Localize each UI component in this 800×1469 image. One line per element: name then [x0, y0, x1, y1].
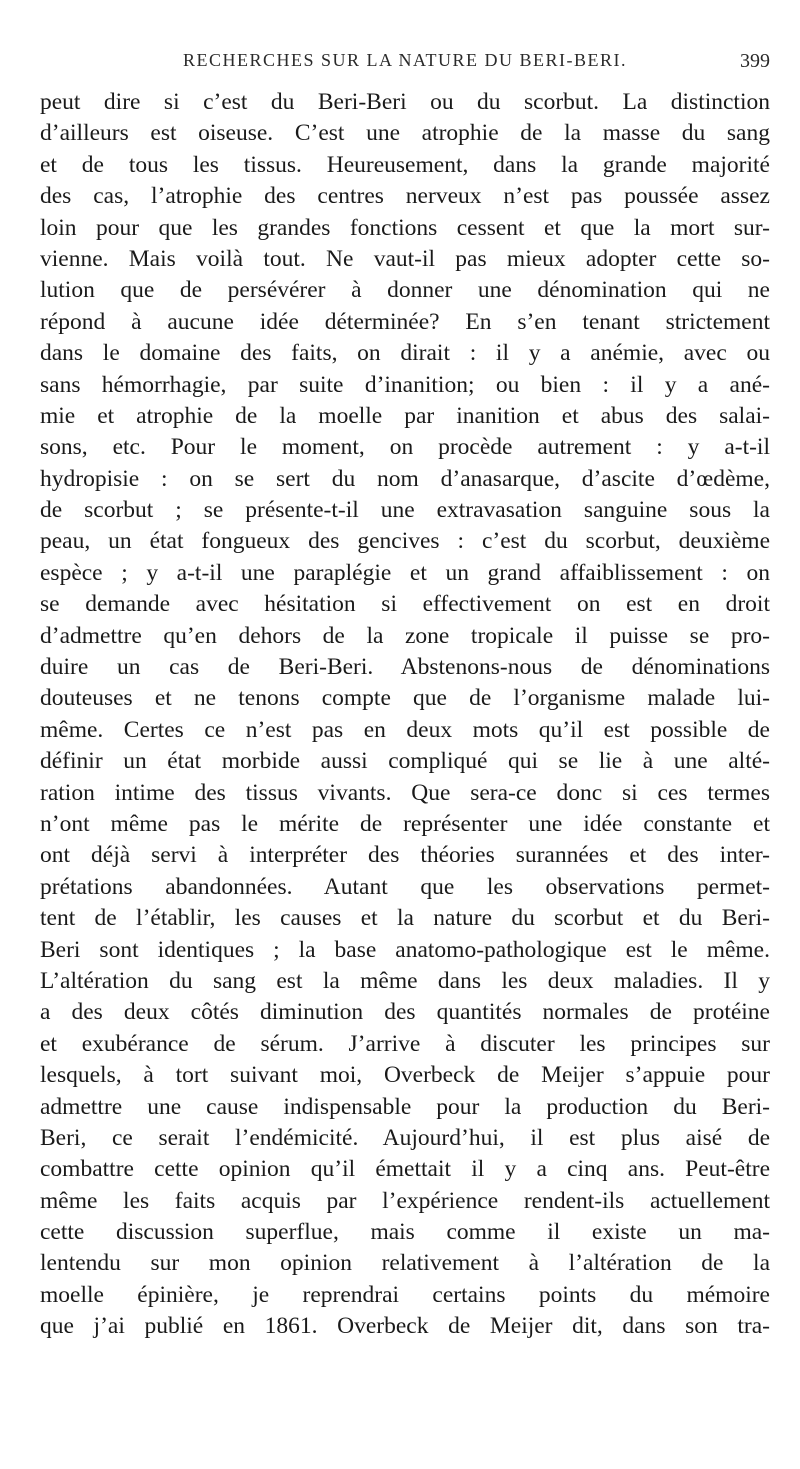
page-number: 399	[740, 50, 770, 72]
text-line: même. Certes ce n’est pas en deux mots qu’il est possible de	[40, 716, 770, 743]
text-line: prétations abandonnées. Autant que les observations permet-	[40, 873, 770, 900]
text-line: d’admettre qu’en dehors de la zone tropicale il puisse se pro-	[40, 622, 770, 649]
text-line: tent de l’établir, les causes et la nature du scorbut et du Beri-	[40, 905, 770, 932]
text-line: vienne. Mais voilà tout. Ne vaut-il pas mieux adopter cette so-	[40, 245, 770, 272]
text-line: ration intime des tissus vivants. Que sera-ce donc si ces termes	[40, 779, 770, 806]
text-line: loin pour que les grandes fonctions cessent et que la mort sur-	[40, 214, 770, 241]
text-line: L’altération du sang est la même dans les deux maladies. Il y	[40, 967, 770, 994]
text-line: Beri, ce serait l’endémicité. Aujourd’hui, il est plus aisé de	[40, 1124, 770, 1151]
text-line: combattre cette opinion qu’il émettait il y a cinq ans. Peut-être	[40, 1156, 770, 1183]
text-line: et de tous les tissus. Heureusement, dans la grande majorité	[40, 151, 770, 178]
text-line: mie et atrophie de la moelle par inanition et abus des salai-	[40, 402, 770, 429]
text-line: lution que de persévérer à donner une dénomination qui ne	[40, 277, 770, 304]
text-line: sans hémorrhagie, par suite d’inanition; ou bien : il y a ané-	[40, 371, 770, 398]
text-line: admettre une cause indispensable pour la production du Beri-	[40, 1093, 770, 1120]
text-line: cette discussion superflue, mais comme il existe un ma-	[40, 1219, 770, 1246]
body-text	[40, 87, 770, 1343]
text-line: que j’ai publié en 1861. Overbeck de Meijer dit, dans son tra-	[40, 1313, 770, 1340]
text-line: même les faits acquis par l’expérience rendent-ils actuellement	[40, 1187, 770, 1214]
text-line: peau, un état fongueux des gencives : c’est du scorbut, deuxième	[40, 528, 770, 555]
text-line: lesquels, à tort suivant moi, Overbeck de Meijer s’appuie pour	[40, 1062, 770, 1089]
text-line: lentendu sur mon opinion relativement à l’altération de la	[40, 1250, 770, 1277]
text-line: douteuses et ne tenons compte que de l’organisme malade lui-	[40, 685, 770, 712]
text-line: a des deux côtés diminution des quantités normales de protéine	[40, 999, 770, 1026]
text-line: peut dire si c’est du Beri-Beri ou du scorbut. La distinction	[40, 89, 770, 115]
text-line: définir un état morbide aussi compliqué qui se lie à une alté-	[40, 748, 770, 775]
text-line: se demande avec hésitation si effectivement on est en droit	[40, 591, 770, 618]
text-line: et exubérance de sérum. J’arrive à discuter les principes sur	[40, 1030, 770, 1057]
text-line: dans le domaine des faits, on dirait : il y a anémie, avec ou	[40, 340, 770, 367]
text-line: hydropisie : on se sert du nom d’anasarque, d’ascite d’œdème,	[40, 465, 770, 492]
text-line: d’ailleurs est oiseuse. C’est une atrophie de la masse du sang	[40, 120, 770, 147]
running-head	[40, 50, 770, 80]
text-line: des cas, l’atrophie des centres nerveux n’est pas poussée assez	[40, 183, 770, 210]
text-line: répond à aucune idée déterminée? En s’en tenant strictement	[40, 308, 770, 335]
text-line: n’ont même pas le mérite de représenter une idée constante et	[40, 810, 770, 837]
text-line: sons, etc. Pour le moment, on procède autrement : y a-t-il	[40, 434, 770, 461]
text-line: moelle épinière, je reprendrai certains points du mémoire	[40, 1281, 770, 1308]
text-line: de scorbut ; se présente-t-il une extravasation sanguine sous la	[40, 497, 770, 524]
running-title: RECHERCHES SUR LA NATURE DU BERI-BERI.	[182, 50, 628, 70]
text-line: Beri sont identiques ; la base anatomo-pathologique est le même.	[40, 936, 770, 963]
text-line: espèce ; y a-t-il une paraplégie et un grand affaiblissement : on	[40, 559, 770, 586]
text-line: duire un cas de Beri-Beri. Abstenons-nous de dénominations	[40, 654, 770, 681]
text-line: ont déjà servi à interpréter des théories surannées et des inter-	[40, 842, 770, 869]
